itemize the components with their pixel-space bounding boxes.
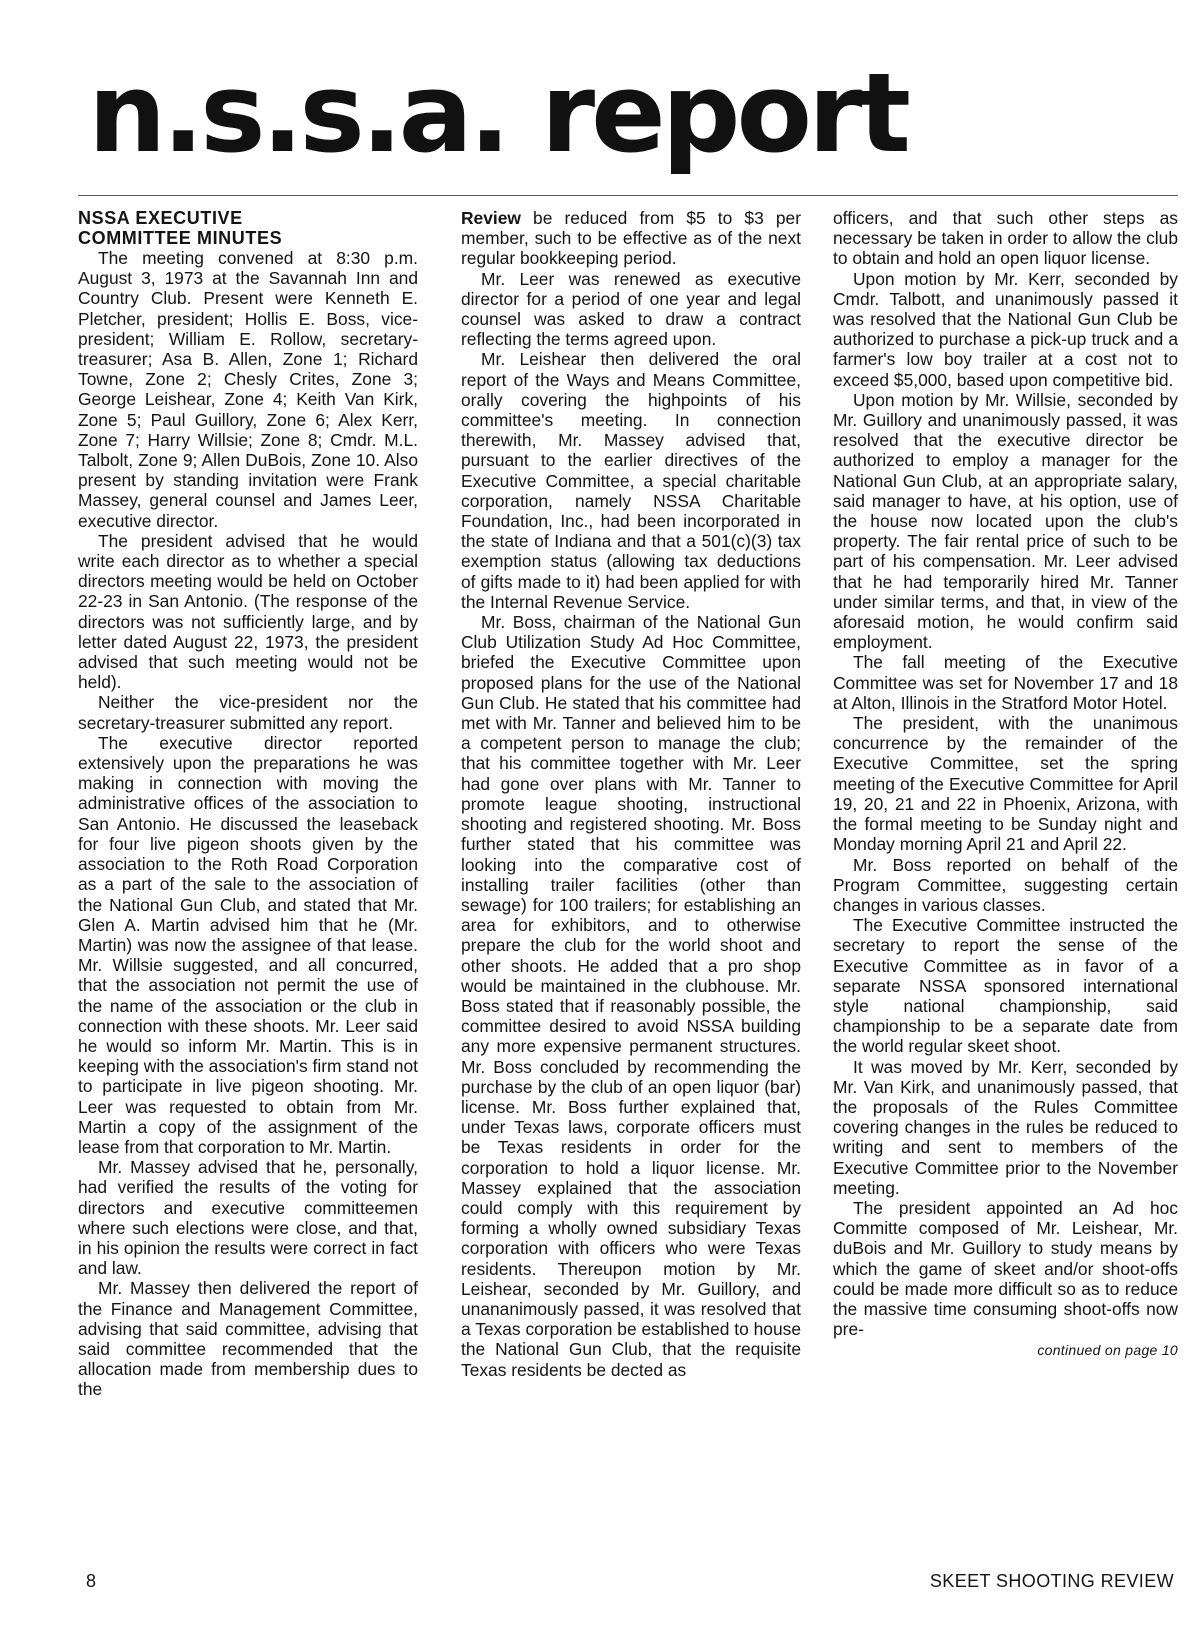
header-rule [78,195,1178,196]
continued-paragraph [461,208,801,269]
paragraph: The Executive Committee instructed the secretary to report the sense of the Executive Committee as in favor of a separate NSSA sponsored international style national championship, said championship to be a separate date from the world regular skeet shoot. [833,915,1178,1057]
paragraph: Mr. Boss reported on behalf of the Program Committee, suggesting certain changes in various classes. [833,854,1178,915]
paragraph: Mr. Massey then delivered the report of the Finance and Management Committee, advising that said committee, advising that said committee recommended that the allocation made from membership dues to the [78,1278,418,1400]
paragraph: Mr. Boss, chairman of the National Gun Club Utilization Study Ad Hoc Committee, briefed the Executive Committee upon proposed plans for the use of the National Gun Club. He stated that his committee had met with Mr. Tanner and believed him to be a competent person to manage the club; that his committee together with Mr. Leer had gone over plans with Mr. Tanner to promote league shooting, instructional shooting and registered shooting. Mr. Boss further stated that his committee was looking into the comparative cost of installing trailer facilities (other than sewage) for 100 trailers; for establishing an area for exhibitors, and to otherwise prepare the club for the world shoot and other shoots. He added that a pro shop would be maintained in the clubhouse. Mr. Boss stated that if reasonably possible, the committee desired to avoid NSSA building any more expensive permanent structures. Mr. Boss concluded by recommending the purchase by the club of an open liquor (bar) license. Mr. Boss further explained that, under Texas laws, corporate officers must be Texas residents in order for the corporation to hold a liquor license. Mr. Massey explained that the association could comply with this requirement by forming a wholly owned subsidiary Texas corporation with officers who were Texas residents. Thereupon motion by Mr. Leishear, seconded by Mr. Guillory, and unananimously passed, it was resolved that a Texas corporation be established to house the National Gun Club, that the requisite Texas residents be dected as [461,612,801,1380]
paragraph: Mr. Leishear then delivered the oral report of the Ways and Means Committee, orally covering the highpoints of his committee's meeting. In connection therewith, Mr. Massey advised that, pursuant to the earlier directives of the Executive Committee, a special charitable corporation, namely NSSA Charitable Foundation, Inc., had been incorporated in the state of Indiana and that a 501(c)(3) tax exemption status (allowing tax deductions of gifts made to it) had been applied for with the Internal Revenue Service. [461,349,801,612]
continued-text: be reduced from $5 to $3 per member, such to be effective as of the next regular bookkeeping period. [461,208,801,269]
paragraph: Mr. Leer was renewed as executive director for a period of one year and legal counsel was asked to draw a contract reflecting the terms agreed upon. [461,268,801,350]
paragraph: The executive director reported extensively upon the preparations he was making in connection with moving the administrative offices of the association to San Antonio. He discussed the leaseback for four live pigeon shoots given by the association to the Roth Road Corporation as a part of the sale to the association of the National Gun Club, and stated that Mr. Glen A. Martin advised him that he (Mr. Martin) was now the assignee of that lease. Mr. Willsie suggested, and all concurred, that the association not permit the use of the name of the association or the club in connection with these shoots. Mr. Leer said he would so inform Mr. Martin. This is in keeping with the association's firm stand not to participate in live pigeon shooting. Mr. Leer was requested to obtain from Mr. Martin a copy of the assignment of the lease from that corporation to Mr. Martin. [78,732,418,1157]
section-heading-line-1: NSSA EXECUTIVE [78,208,243,228]
paragraph: Upon motion by Mr. Willsie, seconded by Mr. Guillory and unanimously passed, it was resolved that the executive director be authorized to employ a manager for the National Gun Club, at an appropriate salary, said manager to have, at his option, use of the house now located upon the club's property. The fair rental price of such to be part of his compensation. Mr. Leer advised that he had temporarily hired Mr. Tanner under similar terms, and that, in view of the aforesaid motion, he would confirm said employment. [833,389,1178,653]
continued-note: continued on page 10 [1037,1342,1178,1359]
continued-paragraph: officers, and that such other steps as necessary be taken in order to allow the club to obtain and hold an open liquor license. [833,208,1178,269]
masthead-title: n.s.s.a. report [88,49,907,177]
section-heading-line-2: COMMITTEE MINUTES [78,228,283,248]
column-3 [833,208,1178,1361]
review-bold-word: Review [461,208,521,228]
paragraph: The meeting convened at 8:30 p.m. August 3, 1973 at the Savannah Inn and Country Club. Present were Kenneth E. Pletcher, president; Hollis E. Boss, vice-president; William E. Rollow, secretary-treasurer; Asa B. Allen, Zone 1; Richard Towne, Zone 2; Chesly Crites, Zone 3; George Leishear, Zone 4; Keith Van Kirk, Zone 5; Paul Guillory, Zone 6; Alex Kerr, Zone 7; Harry Willsie; Zone 8; Cmdr. M.L. Talbolt, Zone 9; Allen DuBois, Zone 10. Also present by standing invitation were Frank Massey, general counsel and James Leer, executive director. [78,248,418,531]
paragraph: The president appointed an Ad hoc Committe composed of Mr. Leishear, Mr. duBois and Mr. Guillory to study means by which the game of skeet and/or shoot-offs could be made more difficult so as to reduce the massive time consuming shoot-offs now pre- [833,1197,1178,1340]
paragraph: Mr. Massey advised that he, personally, had verified the results of the voting for directors and executive committeemen where such elections were close, and that, in his opinion the results were correct in fact and law. [78,1157,418,1279]
paragraph: The president advised that he would write each director as to whether a special directors meeting would be held on October 22-23 in San Antonio. (The response of the directors was not sufficiently large, and by letter dated August 22, 1973, the president advised that such meeting would not be held). [78,530,418,693]
paragraph: Upon motion by Mr. Kerr, seconded by Cmdr. Talbott, and unanimously passed it was resolved that the National Gun Club be authorized to purchase a pick-up truck and a farmer's low boy trailer at a cost not to exceed $5,000, based upon competitive bid. [833,268,1178,390]
column-1 [78,208,418,1400]
section-heading [78,208,418,248]
page-number: 8 [86,1571,97,1591]
paragraph: The president, with the unanimous concurrence by the remainder of the Executive Committee, set the spring meeting of the Executive Committee for April 19, 20, 21 and 22 in Phoenix, Arizona, with the formal meeting to be Sunday night and Monday morning April 21 and April 22. [833,713,1178,855]
paragraph: Neither the vice-president nor the secretary-treasurer submitted any report. [78,692,418,733]
paragraph: It was moved by Mr. Kerr, seconded by Mr. Van Kirk, and unanimously passed, that the proposals of the Rules Committee covering changes in the rules be reduced to writing and sent to members of the Executive Committee prior to the November meeting. [833,1056,1178,1198]
paragraph: The fall meeting of the Executive Committee was set for November 17 and 18 at Alton, Illinois in the Stratford Motor Hotel. [833,652,1178,713]
publication-name: SKEET SHOOTING REVIEW [929,1571,1174,1591]
column-2 [461,208,801,1380]
